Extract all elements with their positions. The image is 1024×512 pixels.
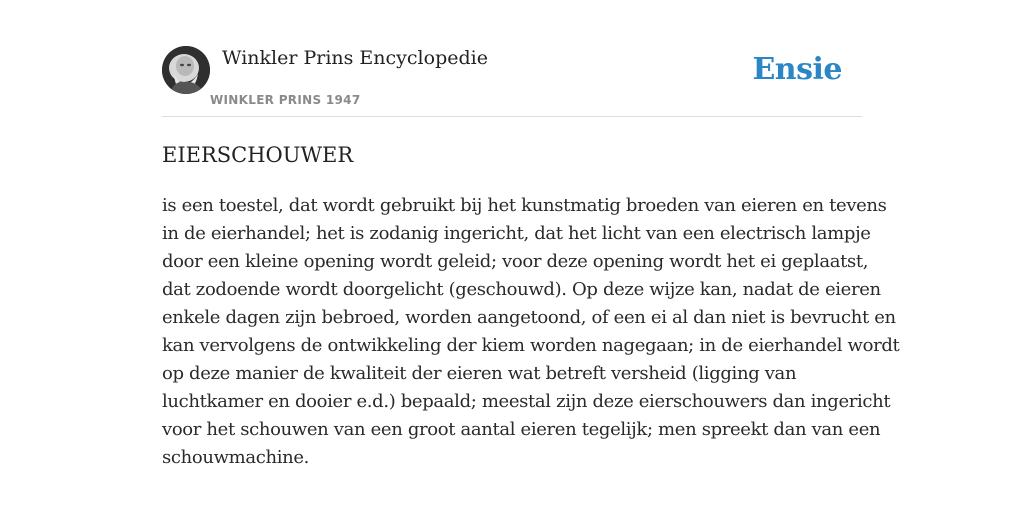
entry-body-line: dat zodoende wordt doorgelicht (geschouwd). Op deze wijze kan, nadat de eieren (162, 279, 881, 300)
ensie-logo-link[interactable]: Ensie (752, 52, 842, 87)
portrait-icon (162, 46, 210, 94)
entry-body-line: op deze manier de kwaliteit der eieren wat betreft versheid (ligging van (162, 363, 797, 384)
entry-body-line: voor het schouwen van een groot aantal eieren tegelijk; men spreekt dan van een (162, 419, 881, 440)
entry-body-line: luchtkamer en dooier e.d.) bepaald; meestal zijn deze eierschouwers dan ingericht (162, 391, 891, 412)
entry-title: EIERSCHOUWER (162, 143, 354, 167)
source-title[interactable]: Winkler Prins Encyclopedie (222, 47, 488, 69)
entry-body-line: door een kleine opening wordt geleid; voor deze opening wordt het ei geplaatst, (162, 251, 869, 272)
source-header (162, 46, 862, 117)
entry-body-line: kan vervolgens de ontwikkeling der kiem worden nagegaan; in de eierhandel wordt (162, 335, 900, 356)
entry-body-line: is een toestel, dat wordt gebruikt bij het kunstmatig broeden van eieren en tevens (162, 195, 887, 216)
entry-body-line: schouwmachine. (162, 447, 310, 468)
entry-body-line: enkele dagen zijn bebroed, worden aangetoond, of een ei al dan niet is bevrucht en (162, 307, 896, 328)
entry-body-line: in de eierhandel; het is zodanig ingericht, dat het licht van een electrisch lampje (162, 223, 871, 244)
source-avatar[interactable] (162, 46, 210, 94)
entry-body (162, 192, 900, 472)
source-edition-label: WINKLER PRINS 1947 (210, 93, 361, 107)
